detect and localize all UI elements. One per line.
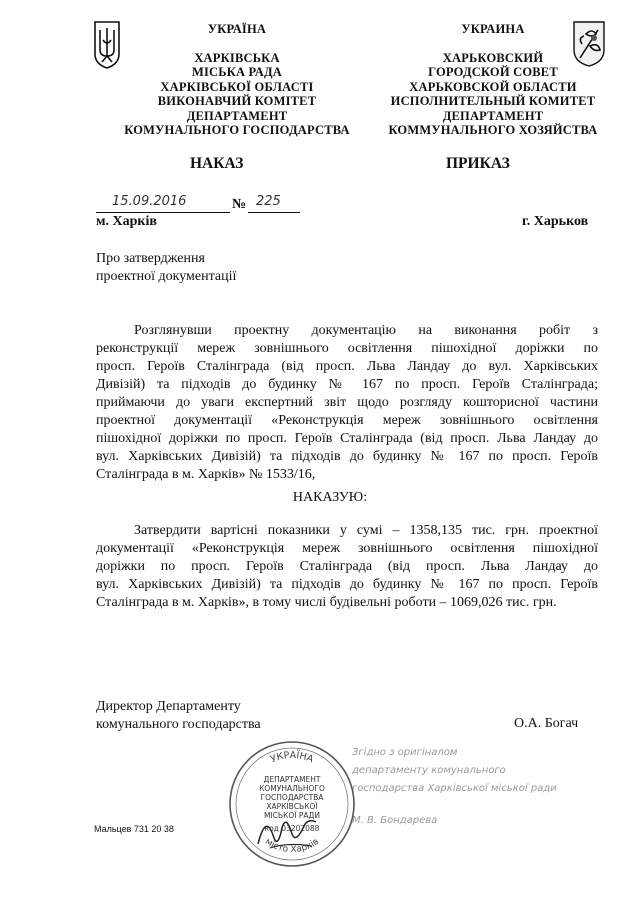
certification-line: департаменту комунального	[352, 765, 506, 776]
signature-icon	[252, 808, 322, 852]
certification-line: господарства Харківської міської ради	[352, 783, 557, 794]
order-title-ua: НАКАЗ	[190, 155, 244, 172]
country-ru: УКРАИНА	[461, 22, 525, 36]
header-left-line: ХАРКІВСЬКА	[194, 50, 280, 65]
paragraph-line: документації «Реконструкція мереж зовнішнього освітлення пішохідної	[96, 541, 598, 556]
header-right-line: КОММУНАЛЬНОГО ХОЗЯЙСТВА	[388, 123, 598, 137]
header-right	[378, 22, 608, 138]
paragraph-line: пішохідної доріжки по просп. Героїв Сталінграда (від просп. Льва Ландау до	[96, 431, 598, 446]
paragraph-line: проектної документації «Реконструкція мереж зовнішнього освітлення	[96, 413, 598, 428]
country-ua: УКРАЇНА	[207, 22, 267, 36]
paragraph-line: вул. Харківських Дивізій) та підходів до будинку № 167 по просп. Героїв	[96, 449, 598, 464]
paragraph-line: Розглянувши проектну документацію на виконання робіт з	[134, 323, 598, 338]
header-left-line: ВИКОНАВЧИЙ КОМІТЕТ	[157, 94, 317, 108]
paragraph-line: приймаючи до уваги експертний звіт щодо розгляду кошторисної частини	[96, 395, 598, 410]
order-subject	[96, 250, 236, 286]
paragraph-line: Сталінграда в м. Харків», в тому числі будівельні роботи – 1069,026 тис. грн.	[96, 595, 557, 610]
stamp-line: ДЕПАРТАМЕНТ	[263, 775, 321, 784]
header-right-line: ИСПОЛНИТЕЛЬНЫЙ КОМИТЕТ	[390, 94, 596, 108]
certification-stamp	[352, 744, 557, 830]
signer-name: О.А. Богач	[514, 716, 579, 731]
order-number-label: №	[232, 197, 247, 212]
header-left-line: ХАРКІВСЬКОЇ ОБЛАСТІ	[160, 79, 314, 94]
paragraph-line: Затвердити вартісні показники у сумі – 1358,135 тис. грн. проектної	[134, 523, 598, 538]
paragraph-line: Дивізій) та підходів до будинку № 167 по просп. Героїв Сталінграда;	[96, 377, 598, 392]
header-right-line: ГОРОДСКОЙ СОВЕТ	[428, 65, 558, 79]
header-right-line: ХАРЬКОВСКОЙ ОБЛАСТИ	[409, 79, 577, 94]
certification-line: Згідно з оригіналом	[352, 747, 458, 758]
signer-title	[96, 698, 261, 734]
certification-line: М. В. Бондарева	[352, 815, 438, 826]
stamp-code: код 03202088	[264, 824, 320, 833]
header-left-line: ДЕПАРТАМЕНТ	[186, 108, 288, 123]
paragraph-line: вул. Харківських Дивізій) та підходів до будинку № 167 по просп. Героїв	[96, 577, 598, 592]
paragraph-line: доріжки по просп. Героїв Сталінграда (від просп. Льва Ландау до	[96, 559, 598, 574]
stamp-top-text: УКРАЇНА	[268, 749, 315, 766]
city-ua: м. Харків	[96, 214, 157, 229]
city-ru: г. Харьков	[522, 214, 589, 229]
header-right-line: ХАРЬКОВСКИЙ	[442, 50, 544, 65]
stamp-line: КОМУНАЛЬНОГО	[259, 784, 325, 793]
order-number: 225	[256, 194, 281, 209]
subject-line: Про затвердження	[96, 251, 205, 266]
order-date: 15.09.2016	[112, 194, 187, 209]
order-title-ru: ПРИКАЗ	[446, 155, 510, 172]
order-word: НАКАЗУЮ:	[292, 490, 368, 505]
preamble-paragraph	[96, 322, 598, 484]
header-left	[112, 22, 362, 138]
paragraph-line: просп. Героїв Сталінграда (від просп. Льва Ландау до вул. Харківських	[96, 359, 598, 374]
order-paragraph	[96, 522, 598, 612]
header-left-line: КОМУНАЛЬНОГО ГОСПОДАРСТВА	[124, 123, 350, 137]
signer-title-line: Директор Департаменту	[96, 699, 241, 714]
executor-note: Мальцев 731 20 38	[94, 824, 174, 834]
stamp-bottom-text: місто Харків	[263, 836, 321, 856]
header-left-line: МІСЬКА РАДА	[191, 65, 283, 79]
stamp-line: ХАРКІВСЬКОЇ	[266, 802, 318, 811]
paragraph-line: реконструкції мереж зовнішнього освітлення пішохідної доріжки по	[96, 341, 598, 356]
paragraph-line: Сталінграда в м. Харків» № 1533/16,	[96, 467, 316, 482]
header-right-line: ДЕПАРТАМЕНТ	[442, 108, 544, 123]
subject-line: проектної документації	[96, 269, 237, 284]
stamp-line: ГОСПОДАРСТВА	[260, 793, 324, 802]
signer-title-line: комунального господарства	[96, 717, 261, 732]
stamp-line: МІСЬКОЇ РАДИ	[263, 811, 321, 820]
